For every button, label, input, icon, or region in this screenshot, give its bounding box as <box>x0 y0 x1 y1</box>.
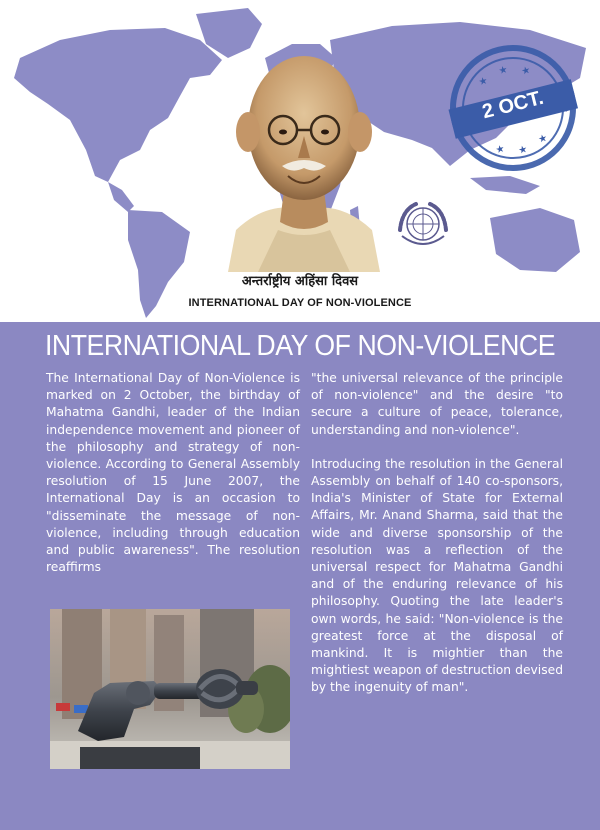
poster-caption: INTERNATIONAL DAY OF NON-VIOLENCE <box>188 297 412 309</box>
article-left-column <box>46 370 300 576</box>
right-paragraph-2: Introducing the resolution in the General Assembly on behalf of 140 co-sponsors, India's Minister of State for External Affairs, Mr. Anand Sharma, said that the wide and diverse sponsorship of the resolution was a reflection of the universal respect for Mahatma Gandhi and of the enduring relevance of his philosophy. Quoting the late leader's own words, he said: "Non-violence is the greatest force at the disposal of mankind. It is mightier than the mightiest weapon of destruction devised by the ingenuity of man". <box>311 456 563 695</box>
svg-text:★: ★ <box>537 132 549 146</box>
svg-text:★: ★ <box>520 64 532 78</box>
svg-text:★: ★ <box>477 75 489 89</box>
article-panel <box>0 322 600 830</box>
svg-text:★: ★ <box>494 143 506 157</box>
right-paragraph-1: "the universal relevance of the principle of non-violence" and the desire "to secure a culture of peace, tolerance, understanding and non-violence". <box>311 371 563 437</box>
svg-text:★: ★ <box>517 143 529 157</box>
gandhi-portrait <box>228 40 380 272</box>
article-right-column <box>311 370 563 697</box>
article-headline: INTERNATIONAL DAY OF NON-VIOLENCE <box>44 330 556 362</box>
un-emblem-icon <box>388 196 458 256</box>
left-paragraph: The International Day of Non-Violence is marked on 2 October, the birthday of Mahatma Gandhi, leader of the Indian independence movement and pioneer of the philosophy and strategy of non-violence. According to General Assembly resolution of 15 June 2007, the International Day is an occasion to "disseminate the message of non-violence, including through education and public awareness". The resolution reaffirms <box>46 371 300 575</box>
poster-header <box>0 0 600 322</box>
hindi-title: अन्तर्राष्ट्रीय अहिंसा दिवस <box>241 274 359 289</box>
stamp-text: 2 OCT. <box>480 86 546 124</box>
svg-text:★: ★ <box>497 64 509 78</box>
knotted-gun-photo <box>50 609 290 769</box>
